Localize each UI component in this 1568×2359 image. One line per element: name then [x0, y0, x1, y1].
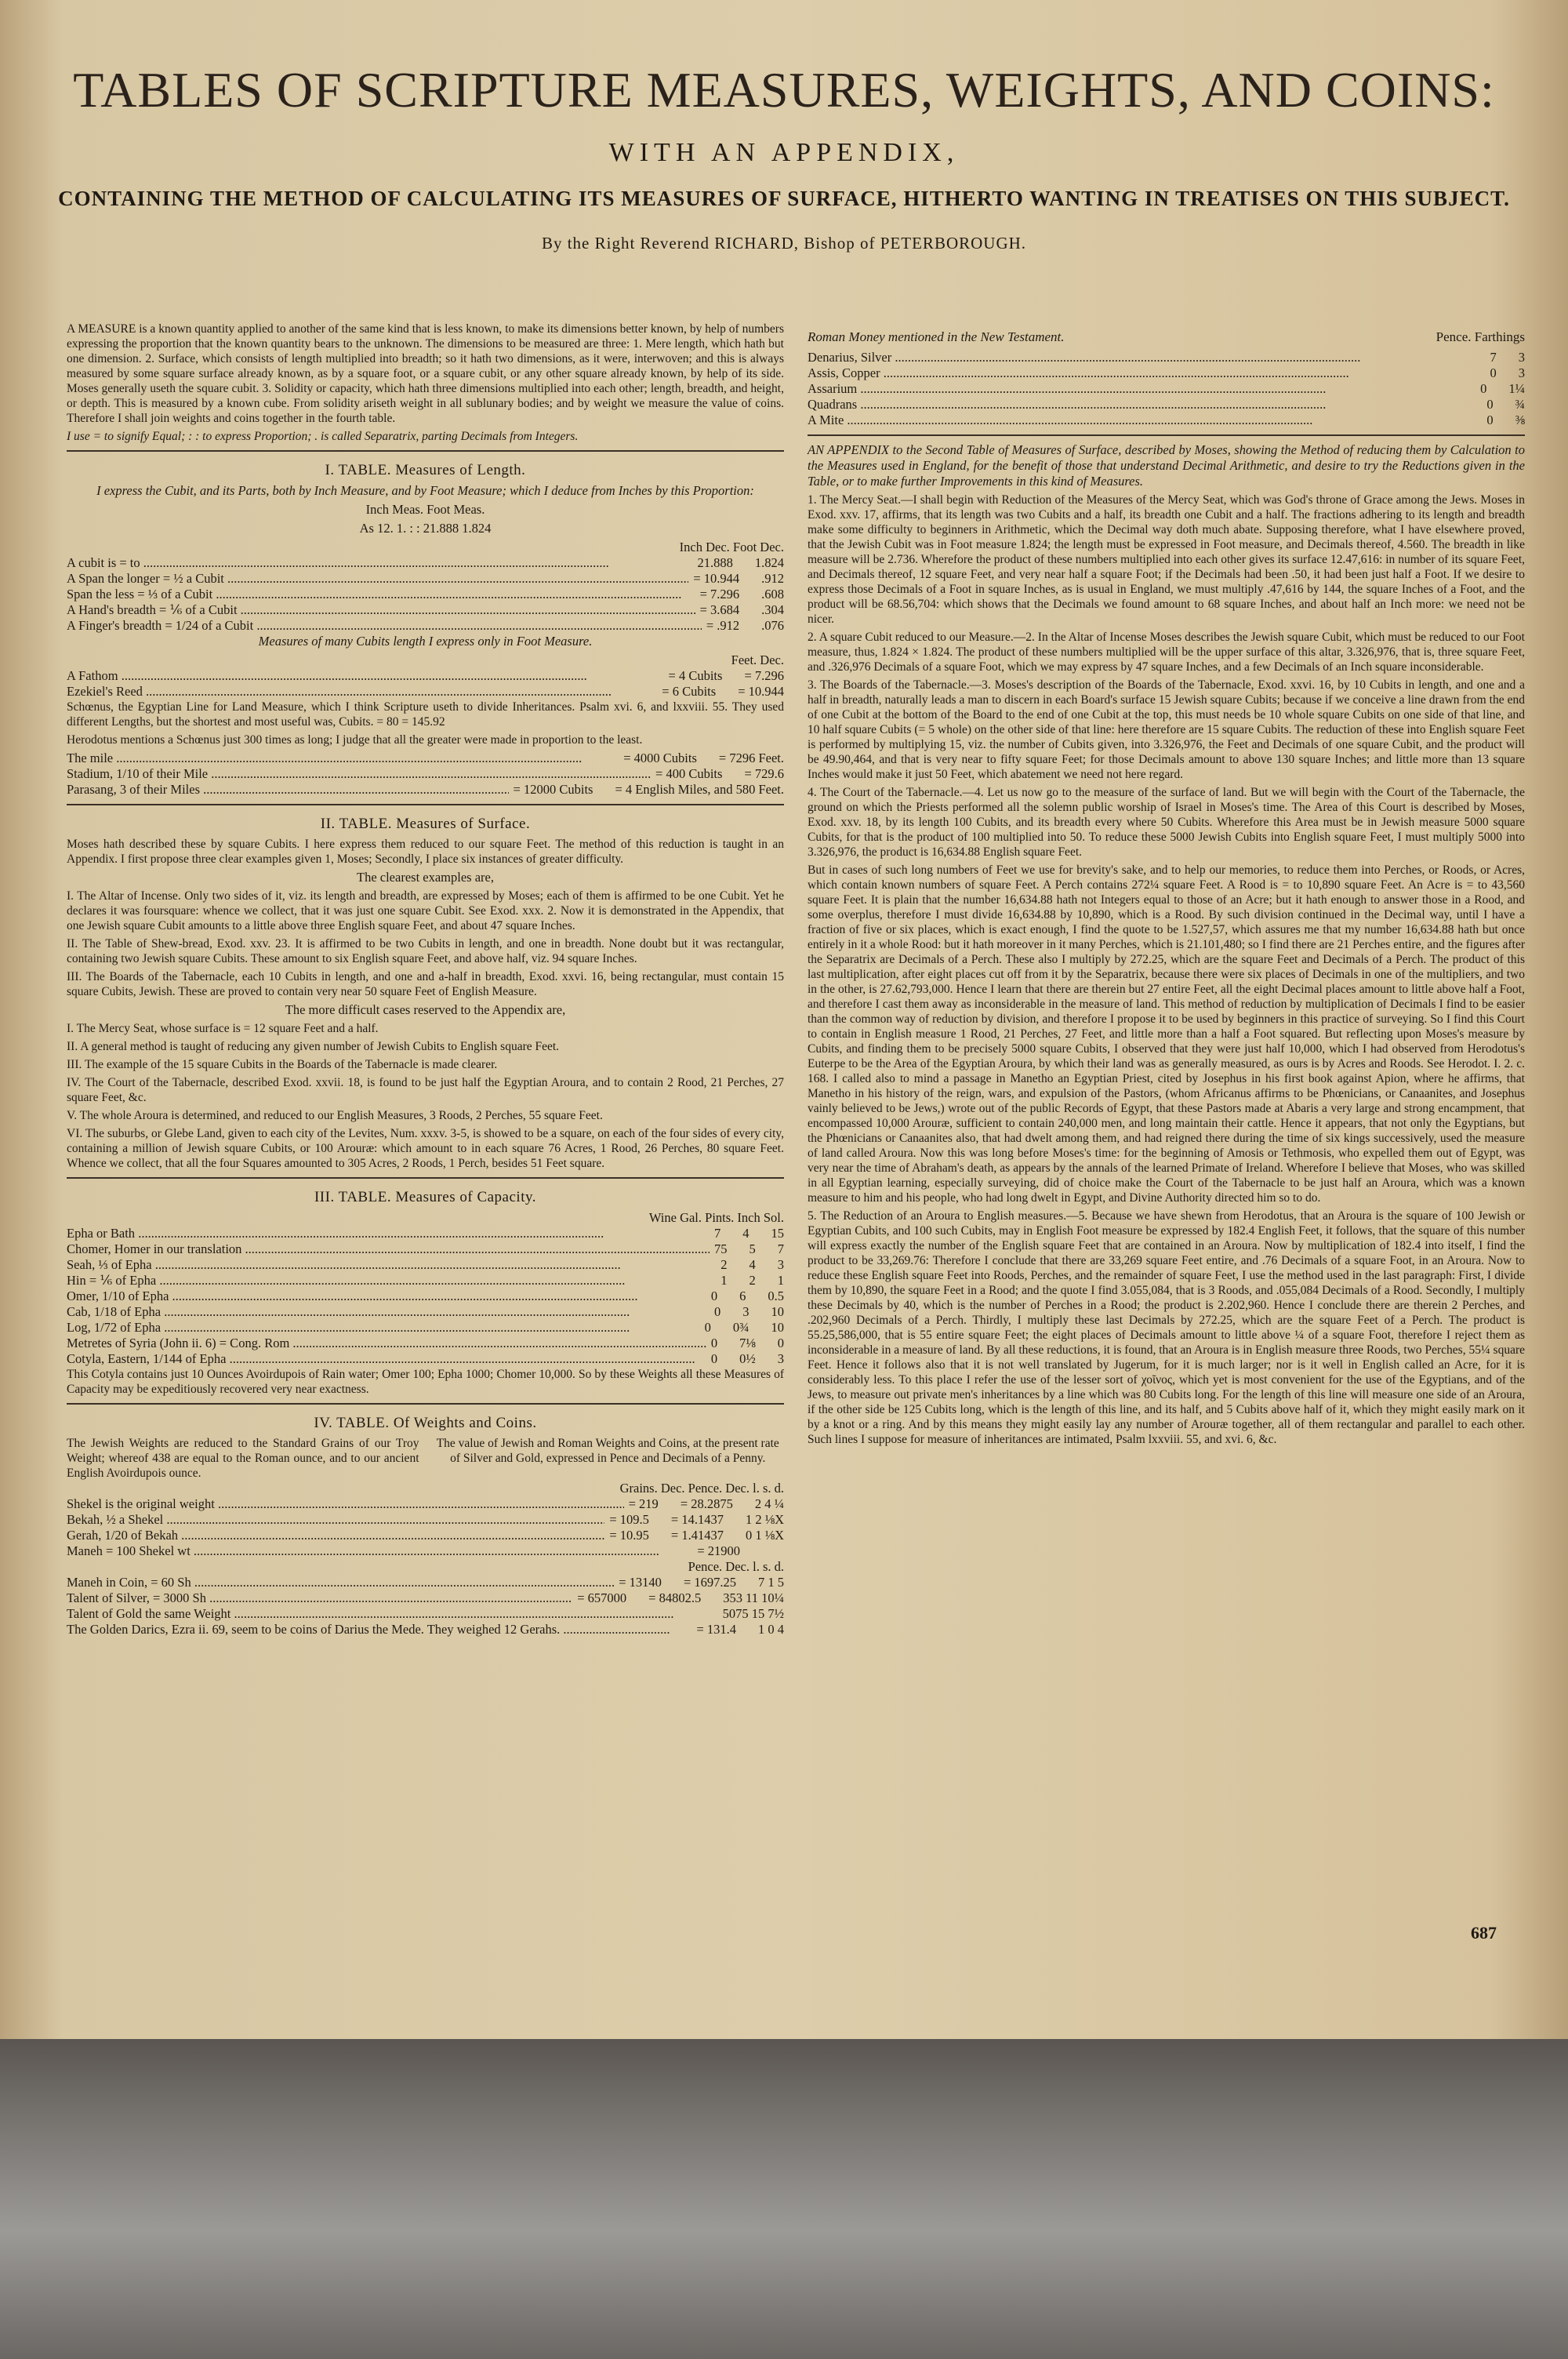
- table-row: [67, 1273, 784, 1289]
- table1-sub: Measures of many Cubits length I express only in Foot Measure.: [258, 634, 593, 649]
- row-values: [693, 555, 785, 571]
- row-value: 0: [710, 1336, 718, 1350]
- divider: [67, 1403, 784, 1405]
- table1-rows2: [67, 668, 784, 700]
- row-value: .608: [761, 587, 784, 602]
- row-label: Cab, 1/18 of Epha .....: [67, 1304, 710, 1320]
- table-row: [67, 1320, 784, 1336]
- row-value: 7: [1490, 350, 1497, 365]
- row-values: [614, 1575, 784, 1590]
- row-value: 10: [771, 1320, 784, 1335]
- row-value: 7⅛: [739, 1336, 756, 1350]
- row-label: Epha or Bath .....: [67, 1226, 710, 1241]
- row-values: [692, 1543, 784, 1559]
- schoenus-note: Schœnus, the Egyptian Line for Land Measure, which I think Scripture useth to divide Inheritances. Psalm xvi. 6, and lxxviii. 55. They used different Lengths, but the shortest and most useful was, Cubits. = 80 = 145.92: [67, 700, 784, 729]
- row-value: 0 1 ⅛X: [745, 1528, 784, 1543]
- row-label: A Span the longer = ½ a Cubit .....: [67, 571, 688, 587]
- row-label: Seah, ⅓ of Epha .....: [67, 1257, 716, 1273]
- row-values: [1482, 413, 1525, 428]
- row-label: A Fathom .....: [67, 668, 664, 684]
- row-label: Bekah, ½ a Shekel .....: [67, 1512, 604, 1528]
- row-value: = 131.4: [696, 1622, 736, 1637]
- table-row: [808, 397, 1525, 413]
- row-value: 4: [742, 1226, 750, 1241]
- row-value: 0: [704, 1320, 711, 1335]
- table4-rows: [67, 1496, 784, 1559]
- row-value: 1 2 ⅛X: [745, 1512, 784, 1527]
- table-row: [67, 1257, 784, 1273]
- table2-p2: I. The Altar of Incense. Only two sides of it, viz. its length and breadth, are expressed by Moses; each of them is affirmed to be one Cubit. Yet he declares it was foursquare: whence we collect, that it was just one square Cubit. See Exod. xxx. 2. Now it is demonstrated in the Appendix, that one Jewish square Cubit amounts to a little above three English square Feet, and about 47 square Inches.: [67, 889, 784, 932]
- row-value: 2: [749, 1273, 756, 1288]
- row-value: 1.824: [754, 555, 784, 570]
- row-label: Cotyla, Eastern, 1/144 of Epha .....: [67, 1351, 706, 1367]
- table-row: [808, 365, 1525, 381]
- table-row: [67, 1606, 784, 1622]
- table2-difficult: The more difficult cases reserved to the Appendix are,: [285, 1002, 566, 1017]
- row-value: = 14.1437: [670, 1512, 724, 1527]
- paragraph: I. The Mercy Seat, whose surface is = 12 square Feet and a half.: [67, 1022, 379, 1035]
- row-value: = 3.684: [699, 602, 740, 617]
- table-row: [67, 751, 784, 766]
- row-value: 7 1 5: [758, 1575, 784, 1590]
- row-values: [702, 618, 784, 634]
- row-value: 3: [777, 1351, 784, 1366]
- row-value: 6: [739, 1289, 746, 1303]
- row-value: 5075 15 7½: [722, 1606, 784, 1621]
- row-value: 1¼: [1508, 381, 1525, 396]
- row-label: Shekel is the original weight .....: [67, 1496, 624, 1512]
- row-values: [710, 1241, 784, 1257]
- table1-subcol: Feet. Dec.: [731, 652, 784, 667]
- row-value: .912: [761, 571, 784, 586]
- row-value: = 7.296: [699, 587, 740, 602]
- row-values: [700, 1320, 784, 1336]
- row-value: = 28.2875: [680, 1496, 733, 1511]
- left-column: [67, 322, 784, 1637]
- row-value: 0¾: [732, 1320, 750, 1335]
- row-value: 0½: [739, 1351, 756, 1366]
- row-label: Chomer, Homer in our translation .....: [67, 1241, 710, 1257]
- row-value: = 109.5: [609, 1512, 649, 1527]
- row-value: 0: [714, 1304, 721, 1319]
- row-value: = .912: [706, 618, 740, 633]
- row-value: = 10.95: [609, 1528, 649, 1543]
- row-label: A Mite .....: [808, 413, 1482, 428]
- row-value: 1: [720, 1273, 728, 1288]
- row-values: [710, 1226, 784, 1241]
- table-row: [67, 1543, 784, 1559]
- row-values: [1482, 397, 1525, 413]
- table-row: [808, 350, 1525, 365]
- table2-p3: II. The Table of Shew-bread, Exod. xxv. 23. It is affirmed to be two Cubits in length, and one in breadth. None doubt but it was rectangular, containing two Jewish square Cubits. These amount to six English square Feet, and above half, viz. 94 square Inches.: [67, 937, 784, 965]
- row-values: [716, 1257, 784, 1273]
- table2-clear: The clearest examples are,: [357, 870, 494, 885]
- table2-p1: Moses hath described these by square Cubits. I here express them reduced to our square Feet. The method of this reduction is taught in an Appendix. I first propose three clear examples given 1, Moses; Secondly, I place six instances of greater difficulty.: [67, 838, 784, 866]
- row-value: 3: [777, 1257, 784, 1272]
- table-row: [67, 555, 784, 571]
- table2-items: [67, 1021, 784, 1171]
- table1-colhead: Inch Dec. Foot Dec.: [679, 540, 784, 554]
- row-label: Assarium .....: [808, 381, 1475, 397]
- table-row: [67, 1590, 784, 1606]
- row-values: [572, 1590, 784, 1606]
- row-label: Span the less = ⅓ of a Cubit .....: [67, 587, 695, 602]
- row-label: Gerah, 1/20 of Bekah .....: [67, 1528, 604, 1543]
- row-values: [1486, 350, 1526, 365]
- table1-proportion: As 12. 1. : : 21.888 1.824: [359, 521, 492, 536]
- table-row: [67, 618, 784, 634]
- row-value: 0: [1490, 365, 1497, 380]
- table3-rows: [67, 1226, 784, 1367]
- table-row: [67, 1226, 784, 1241]
- table2-p4: III. The Boards of the Tabernacle, each 10 Cubits in length, and one and a-half in breadth, Exod. xxvi. 16, being rectangular, must contain 15 square Cubits, Jewish. These are proved to contain very near 50 square Feet of English Measure.: [67, 970, 784, 998]
- table-row: [808, 381, 1525, 397]
- appendix-heading: AN APPENDIX to the Second Table of Measures of Surface, described by Moses, showing the Method of reducing them by Calculation to the Measures used in England, for the benefit of those that understand Decimal Arithmetic, and desire to try the Reductions given in the Table, or to make further Improvements in this kind of Measures.: [808, 442, 1525, 489]
- row-label: Talent of Gold the same Weight .....: [67, 1606, 674, 1622]
- row-value: 3: [1518, 365, 1525, 380]
- row-value: = 400 Cubits: [655, 766, 723, 781]
- row-values: [695, 587, 784, 602]
- row-value: = 657000: [577, 1590, 627, 1605]
- row-value: = 12000 Cubits: [513, 782, 593, 797]
- row-value: 0: [777, 1336, 784, 1350]
- table1-lead: I express the Cubit, and its Parts, both by Inch Measure, and by Foot Measure; which I deduce from Inches by this Proportion:: [96, 483, 754, 498]
- table-row: [67, 1528, 784, 1543]
- byline: By the Right Reverend RICHARD, Bishop of PETERBOROUGH.: [541, 234, 1027, 253]
- paragraph: 1. The Mercy Seat.—I shall begin with Reduction of the Measures of the Mercy Seat, which was God's throne of Grace among the Jews. Moses in Exod. xxv. 17, affirms, that its length was two Cubits and a half, its breadth one Cubit and a half. The fractions adhering to its length and breadth make some difficulty to beginners in Arithmetic, which the Decimal way doth much abate. Supposing therefore, what I have elsewhere proved, that the Jewish Cubit was in Foot measure 1.824; the length must be expressed in Foot measure, and Decimals thereof, 4.560. The breadth in like measure will be 2.736. Wherefore the product of these numbers multiplied into each other gives its surface 12.47,616: in number of its square Feet, and Decimals thereof, 12 square Feet, and very near half a square Foot; if the Decimals had been .50, it had been just half a Foot. If we desire to express those Decimals of a Foot in square Inches, as is usual in England, we must multiply .47,616 by 144, the square Inches of a Foot, and the product will be 68.56,704: which shows that the Decimals we found amount to 68 square Inches, and about half an Inch more: we need not be nicer.: [808, 493, 1525, 626]
- money-colhead: Pence. Farthings: [1436, 329, 1525, 344]
- table1-rows: [67, 555, 784, 634]
- row-label: Stadium, 1/10 of their Mile .....: [67, 766, 651, 782]
- table-row: [67, 1336, 784, 1351]
- paragraph: But in cases of such long numbers of Feet we use for brevity's sake, and to help our memories, to reduce them into Perches, or Roods, or Acres, which contain known numbers of square Feet. A Perch contains 272¼ square Feet. A Rood is = to 10,890 square Feet. An Acre is = to 43,560 square Feet. It is plain that the number 16,634.88 hath not Integers equal to those of an Acre; but it hath enough to answer those in a Rood, and some overplus, therefore I must divide 16,634.88 by 10,890, which is a Rood. By such division continued in the Decimal way, until I have a fraction of five or six places, which is exact enough, I find the quote to be 1.527,57, which assures me that my number 16,634.88 hath but once entirely in it a whole Rood: but it hath moreover in it many Perches, which is 21.101,480; so I find there are 21 Perches entire, and the figures after the Separatrix are Decimals of a Perch. These also I multiply by 272.25, which are the square Feet and Decimals of a Perch. The product of this last multiplication, after eight places cut off from it by the Separatrix, because there were six places of Decimals in one of the multipliers, and two in the other, is 27.62,793,000. Hence I learn that there are therein but 27 entire Feet, all the eight Decimal places amount to little above half a Foot, and therefore I cast them away as inconsiderable in the measure of land. This method of reduction by multiplication of Decimals I find to be easier than the common way of reduction by division, and therefore I propose it to be used by beginners in this practice of surveying. So I find this Court to contain in English measure 1 Rood, 21 Perches, 27 Feet, and little more than a half a Foot squared. But reflecting upon Moses's measure by Cubits, and finding them to be precisely 5000 square Cubits, I observed that they were just half 10,000, which I had observed from Herodotus's Euterpe to be the Area of the Egyptian Aroura, by which their land was as generally measured, as ours is by Acres and Roods. See Herodot. I. 2. c. 168. I called also to mind a passage in Manetho an Egyptian Priest, cited by Josephus in his first book against Apion, where he affirms, that Manetho in his history of the reign, wars, and expulsion of the Pastors, (whom Africanus affirms to be Phœnicians, or Canaanites, and Josephus vainly believed to be Jews,) wrote out of the public Records of Egypt, that these Pastors made at Abaris a very large and strong encampment, that encompassed 10,000 Arouræ, sufficient to contain 240,000 men, and long maintain their cattle. Hence it appears, that not only the Egyptians, but the Phœnicians or Canaanites also, that had dwelt among them, and had reigned there during the time of six kings successively, used the measure of land called Aroura. Now this was long before Moses's time: for the beginning of Amosis or Tethmosis, who expelled them out of Egypt, was very near the time of Abraham's death, as appears by the annals of the learned Primate of Ireland. Wherefore I believe that Moses, who was skilled in all Egyptian learning, especially surveying, did of choice make the Court of the Tabernacle to be just half an Aroura, which was a known measure to him and his people, who had long dwelt in Egypt, and Divine Authority directed him so to do.: [808, 863, 1525, 1205]
- row-value: 0: [1486, 413, 1494, 427]
- row-value: 2 4 ¼: [754, 1496, 784, 1511]
- table4-colhead: Grains. Dec. Pence. Dec. l. s. d.: [619, 1481, 784, 1496]
- row-label: Maneh = 100 Shekel wt .....: [67, 1543, 692, 1559]
- row-label: A cubit is = to .....: [67, 555, 693, 571]
- row-value: 0.5: [768, 1289, 784, 1303]
- row-value: 75: [714, 1241, 728, 1256]
- row-value: = 7.296: [744, 668, 784, 683]
- row-value: = 7296 Feet.: [718, 751, 784, 765]
- row-value: 353 11 10¼: [723, 1590, 784, 1605]
- row-value: 7: [777, 1241, 784, 1256]
- row-value: = 4000 Cubits: [623, 751, 697, 765]
- table-row: [67, 1622, 784, 1637]
- row-value: = 21900: [697, 1543, 740, 1558]
- divider: [808, 434, 1525, 436]
- table-row: [67, 602, 784, 618]
- table-row: [67, 1496, 784, 1512]
- row-value: .304: [761, 602, 784, 617]
- row-values: [670, 1622, 784, 1637]
- subtitle-method: CONTAINING THE METHOD OF CALCULATING ITS MEASURES OF SURFACE, HITHERTO WANTING IN TREATISES ON THIS SUBJECT.: [58, 187, 1510, 210]
- row-value: .076: [761, 618, 784, 633]
- row-values: [716, 1273, 784, 1289]
- money-heading: Roman Money mentioned in the New Testament.: [808, 329, 1065, 344]
- row-label: Assis, Copper .....: [808, 365, 1486, 381]
- row-values: [710, 1304, 784, 1320]
- row-value: ⅜: [1515, 413, 1525, 427]
- row-values: [651, 766, 784, 782]
- row-value: 5: [749, 1241, 756, 1256]
- row-label: Metretes of Syria (John ii. 6) = Cong. Rom .....: [67, 1336, 706, 1351]
- right-column: [808, 329, 1525, 1450]
- paragraph: IV. The Court of the Tabernacle, described Exod. xxvii. 18, is found to be just half the Egyptian Aroura, and to contain 2 Rood, 21 Perches, 27 square Feet, &c.: [67, 1076, 784, 1104]
- row-value: ¾: [1515, 397, 1525, 412]
- table2-heading: II. TABLE. Measures of Surface.: [320, 816, 531, 832]
- table-row: [808, 413, 1525, 428]
- table4-heading: IV. TABLE. Of Weights and Coins.: [314, 1415, 537, 1431]
- row-label: Log, 1/72 of Epha .....: [67, 1320, 700, 1336]
- paragraph: 4. The Court of the Tabernacle.—4. Let us now go to the measure of the surface of land. But we will begin with the Court of the Tabernacle, the ground on which the Priests performed all the solemn public worship of Israel in Moses's time. The Area of this Court is described by Moses, Exod. xxv. 18, by its length 100 Cubits, and its breadth every where 50 Cubits. Wherefore this Area must be in Jewish measure 5000 square Cubits, for that is the product of 100 multiplied into 50. To reduce these 5000 Jewish Cubits into English square Feet, I must multiply 5000 into 3.326,976, the product is 16,634.88 English square Feet.: [808, 786, 1525, 859]
- table3-heading: III. TABLE. Measures of Capacity.: [314, 1189, 536, 1205]
- row-value: = 4 English Miles, and 580 Feet.: [615, 782, 784, 797]
- row-value: = 10.944: [738, 684, 784, 699]
- divider: [67, 804, 784, 805]
- table-row: [67, 782, 784, 798]
- row-values: [674, 1606, 784, 1622]
- appendix-paragraphs: [808, 493, 1525, 1447]
- row-values: [706, 1351, 784, 1367]
- row-values: [657, 684, 784, 700]
- table1-heading: I. TABLE. Measures of Length.: [325, 462, 526, 478]
- row-value: 0: [1480, 381, 1487, 396]
- paragraph: III. The example of the 15 square Cubits in the Boards of the Tabernacle is made clearer.: [67, 1058, 498, 1071]
- row-value: 0: [1486, 397, 1494, 412]
- row-label: Maneh in Coin, = 60 Sh .....: [67, 1575, 614, 1590]
- row-label: Talent of Silver, = 3000 Sh .....: [67, 1590, 572, 1606]
- intro-signs: I use = to signify Equal; : : to express Proportion; . is called Separatrix, parting Decimals from Integers.: [67, 430, 579, 443]
- row-value: = 84802.5: [648, 1590, 702, 1605]
- page-number: 687: [1471, 1923, 1497, 1943]
- paragraph: 2. A square Cubit reduced to our Measure.—2. In the Altar of Incense Moses describes the Jewish square Cubit, which must be reduced to our Foot measure, thus, 1.824 × 1.824. The product of these numbers multiplied will be the upper surface of this altar, 3.326,976, that is, three square Feet, and .326,976 Decimals of a square Foot, which we may express by 47 square Inches, and a few Decimals of an Inch square inconsiderable.: [808, 631, 1525, 674]
- row-value: = 4 Cubits: [668, 668, 723, 683]
- row-label: Ezekiel's Reed .....: [67, 684, 657, 700]
- row-values: [706, 1289, 784, 1304]
- table4-right-intro: The value of Jewish and Roman Weights and Coins, at the present rate of Silver and Gold, expressed in Pence and Decimals of a Penny.: [436, 1437, 779, 1465]
- subtitle: WITH AN APPENDIX,: [608, 138, 960, 167]
- table1-cols: Inch Meas. Foot Meas.: [365, 502, 485, 517]
- row-value: 4: [749, 1257, 756, 1272]
- row-label: Omer, 1/10 of Epha .....: [67, 1289, 706, 1304]
- row-value: 10: [771, 1304, 784, 1319]
- table-row: [67, 684, 784, 700]
- page-title: TABLES OF SCRIPTURE MEASURES, WEIGHTS, AND COINS:: [73, 62, 1495, 118]
- table4-left-intro: The Jewish Weights are reduced to the Standard Grains of our Troy Weight; whereof 438 are equal to the Roman ounce, and to our ancient English Avoirdupois ounce.: [67, 1437, 419, 1480]
- row-value: = 13140: [619, 1575, 662, 1590]
- herodotus-note: Herodotus mentions a Schœnus just 300 times as long; I judge that all the greater were made in proportion to the least.: [67, 733, 643, 747]
- money-rows: [808, 350, 1525, 428]
- table-row: [67, 1351, 784, 1367]
- table-row: [67, 1304, 784, 1320]
- row-value: 3: [742, 1304, 750, 1319]
- row-label: A Hand's breadth = ⅙ of a Cubit .....: [67, 602, 695, 618]
- row-label: The Golden Darics, Ezra ii. 69, seem to be coins of Darius the Mede. They weighed 12 Gerahs. .....: [67, 1622, 670, 1637]
- row-value: = 1.41437: [670, 1528, 724, 1543]
- table4-rows2: [67, 1575, 784, 1637]
- row-value: 2: [720, 1257, 728, 1272]
- paragraph: V. The whole Aroura is determined, and reduced to our English Measures, 3 Roods, 2 Perches, 55 square Feet.: [67, 1109, 603, 1122]
- table-row: [67, 668, 784, 684]
- row-values: [664, 668, 784, 684]
- table-row: [67, 1241, 784, 1257]
- row-label: The mile .....: [67, 751, 619, 766]
- row-label: Denarius, Silver .....: [808, 350, 1486, 365]
- row-value: 3: [1518, 350, 1525, 365]
- paragraph: 3. The Boards of the Tabernacle.—3. Moses's description of the Boards of the Tabernacle, Exod. xxvi. 16, by 10 Cubits in length, and one and a half in breadth, naturally leads a man to discern in each Board's surface 15 Jewish square Cubits; because if we conceive a line drawn from the end of one Cubit at the bottom of the Board to the end of one Cubit at the top, this must needs be 10 whole square Cubits on one side of that line, and 10 half square Cubits (= 5 whole) on the other side of that line: here therefore are 15 square Cubits. The reduction of these into English square Feet is performed by multiplying 15, viz. the number of Cubits given, into 3.326,976, the Feet and Decimals of one square Cubit, and the product will be 49.90,464, and that is very near to fifty square Feet; for those Decimals amount to above 130 square Inches; and little more than 13 square Inches would make it just 50 Feet, which abatement we need not here regard.: [808, 678, 1525, 781]
- row-values: [604, 1512, 784, 1528]
- row-value: 1: [777, 1273, 784, 1288]
- table-row: [67, 587, 784, 602]
- table1-rows3: [67, 751, 784, 798]
- row-values: [695, 602, 784, 618]
- table-row: [67, 1289, 784, 1304]
- divider: [67, 450, 784, 452]
- row-values: [1486, 365, 1526, 381]
- row-value: 0: [710, 1351, 718, 1366]
- table-row: [67, 1575, 784, 1590]
- paragraph: 5. The Reduction of an Aroura to English measures.—5. Because we have shewn from Herodotus, that an Aroura is the square of 100 Jewish or Egyptian Cubits, and 100 such Cubits, may in English Foot measure be expressed by 182.4 English Feet, it follows, that the square of this number will express exactly the number of the English square Feet that are contained in an Aroura. Now by multiplication of 182.4 into itself, I find the product to be 33,269.76: Therefore I conclude that there are 33,269 square Feet entire, and .76 Decimals of a square Foot, in an Aroura. Now to reduce these English square Feet into Roods, Perches, and the remainder of square Feet, I use the method used in the last paragraph: First, I divide them by 10,890, the square Feet in a Rood; and the quote I find 3.055,084, that is 3 Roods, and .055,084 Decimals of a Rood. Secondly, I multiply these Decimals by 40, which is the number of Perches in a Rood; the product is 2.202,960. Hence I conclude there are therein 2 Perches, and .202,960 Decimals of a Perch. Thirdly, I multiply these last Decimals by 272.25, which are the square Feet of a Perch. The product is 55.25,586,000, that is 55 entire square Feet; the eight places of Decimals amount to little above ¼ of a square Foot, therefore I reject them as inconsiderable in a measure of land. By all these reductions, it is found, that an Aroura is in English measure three Roods, two Perches, 55¼ square Feet. Hence it follows also that it is not well translated by Jugerum, for it is much larger; nor is it well in English called an Acre, for it is considerably less. To this place I refer the use of the lesser sort of χοῖνος, which yet is most convenient for the use of the Egyptians, and of the Jews, to measure out private men's inheritances by a line which was 80 Cubits long. For the length of this line will measure one side of an Aroura, if the other side be 125 Cubits long, which is the length of this line, and its half, and 5 Cubits above half of it, which they might easily mark on it by a knot or a ring. And by this means they might easily lay any number of Arouræ together, all of them rectangular and parallel to each other. Such lines I suppose for measure of inheritances are intimated, Psalm lxxviii. 55, and xvi. 6, &c.: [808, 1209, 1525, 1446]
- row-values: [688, 571, 784, 587]
- background-surface: [0, 2039, 1568, 2359]
- table3-colhead: Wine Gal. Pints. Inch Sol.: [648, 1210, 784, 1225]
- row-values: [1475, 381, 1525, 397]
- row-value: = 10.944: [693, 571, 740, 586]
- row-value: 1 0 4: [758, 1622, 784, 1637]
- row-value: 15: [771, 1226, 784, 1241]
- table4-intros: [67, 1436, 784, 1481]
- row-values: [509, 782, 784, 798]
- paragraph: VI. The suburbs, or Glebe Land, given to each city of the Levites, Num. xxxv. 3-5, is showed to be a square, on each of the four sides of every city, containing a million of Jewish square Cubits, or 100 Arouræ: which amount to in each square 76 Acres, 1 Rood, 26 Perches, 80 square Feet. Whence we collect, that all the four Squares amounted to 305 Acres, 2 Roods, 1 Perch, besides 51 Feet square.: [67, 1127, 784, 1170]
- table-row: [67, 571, 784, 587]
- row-value: = 219: [628, 1496, 659, 1511]
- row-values: [619, 751, 784, 766]
- row-value: 7: [714, 1226, 721, 1241]
- row-label: Hin = ⅙ of Epha .....: [67, 1273, 716, 1289]
- row-label: Parasang, 3 of their Miles .....: [67, 782, 509, 798]
- table3-note: This Cotyla contains just 10 Ounces Avoirdupois of Rain water; Omer 100; Epha 1000; Chomer 10,000. So by these Weights all these Measures of Capacity may be expeditiously recovered very near exactness.: [67, 1368, 784, 1396]
- table-row: [67, 1512, 784, 1528]
- row-values: [624, 1496, 784, 1512]
- paragraph: II. A general method is taught of reducing any given number of Jewish Cubits to English square Feet.: [67, 1040, 560, 1053]
- row-value: = 729.6: [744, 766, 784, 781]
- table4-colhead2: Pence. Dec. l. s. d.: [688, 1559, 784, 1574]
- row-value: = 6 Cubits: [662, 684, 717, 699]
- row-value: 21.888: [697, 555, 733, 570]
- divider: [67, 1177, 784, 1179]
- intro-text: A MEASURE is a known quantity applied to another of the same kind that is less known, to make its dimensions better known, by help of numbers expressing the proportion that the known quantity bears to the unknown. The dimensions to be measured are three: 1. Mere length, which hath but one dimension. 2. Surface, which consists of length multiplied into breadth; so it hath two dimensions, as it were, interwoven; and this is always measured by some square surface already known, as by a square foot, or a square cubit, or any other square already known, by help of its side. Moses generally useth the square cubit. 3. Solidity or capacity, which hath three dimensions multiplied into each other; length, breadth, and height, or depth. This is measured by a known cube. From solidity ariseth weight in all sublunary bodies; and by weight we measure the value of coins. Therefore I shall join weights and coins together in the fourth table.: [67, 322, 784, 425]
- table-row: [67, 766, 784, 782]
- row-label: Quadrans .....: [808, 397, 1482, 413]
- money-header: [808, 329, 1525, 345]
- row-values: [706, 1336, 784, 1351]
- row-value: 0: [710, 1289, 718, 1303]
- row-value: = 1697.25: [683, 1575, 736, 1590]
- row-label: A Finger's breadth = 1/24 of a Cubit .....: [67, 618, 702, 634]
- row-values: [604, 1528, 784, 1543]
